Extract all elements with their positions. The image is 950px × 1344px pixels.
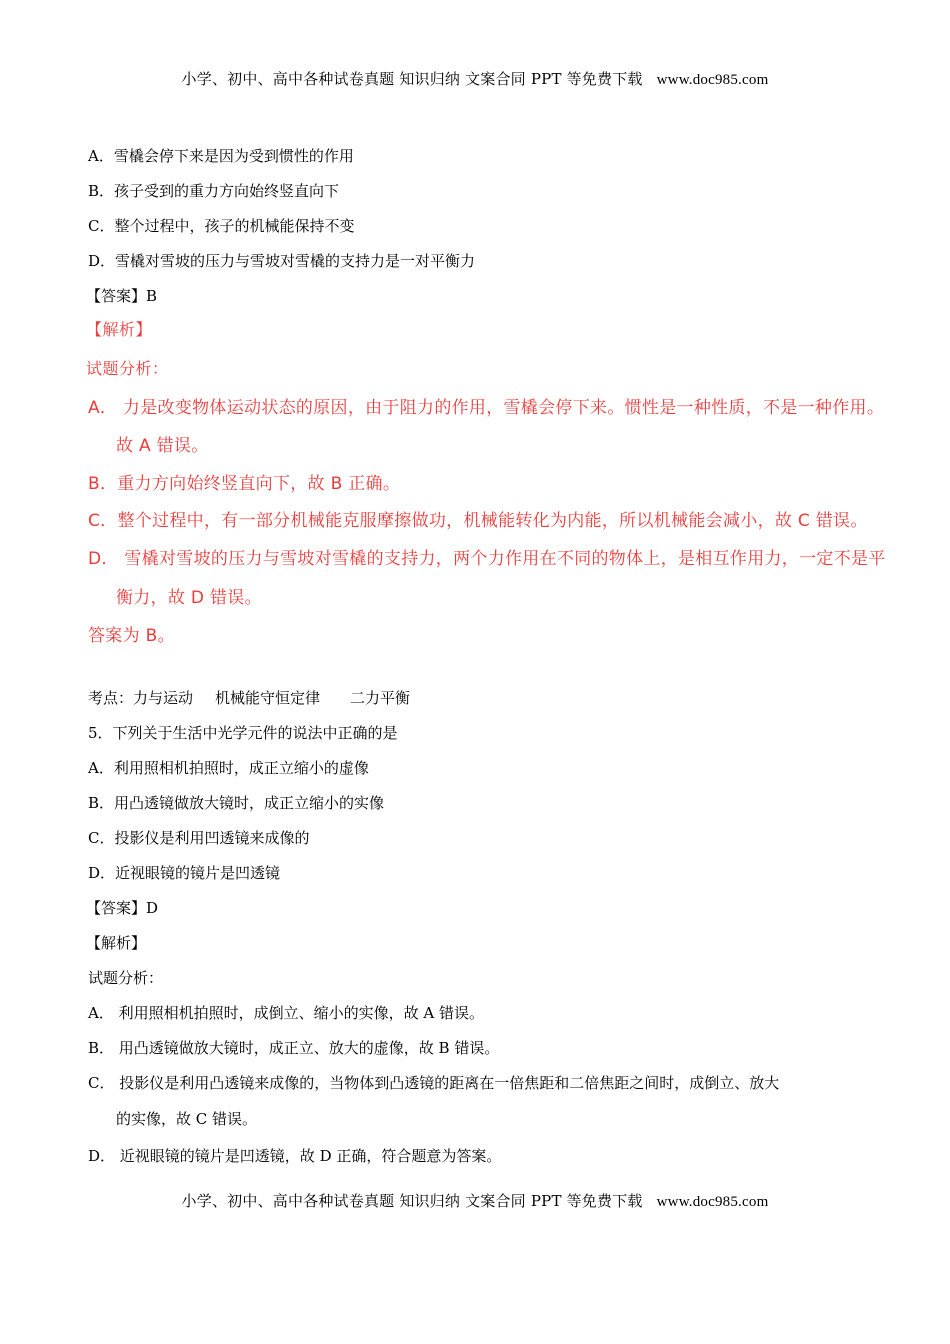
q4-analysis-c: C．整个过程中，有一部分机械能克服摩擦做功，机械能转化为内能，所以机械能会减小，故 C 错误。 xyxy=(88,511,868,531)
q4-analysis-d-line1: D． 雪橇对雪坡的压力与雪坡对雪橇的支持力，两个力作用在不同的物体上，是相互作用力，一定不是平 xyxy=(88,549,886,569)
q5-option-c: C．投影仪是利用凹透镜来成像的 xyxy=(88,829,310,847)
q4-analysis-b: B．重力方向始终竖直向下，故 B 正确。 xyxy=(88,474,401,494)
q4-answer: 【答案】B xyxy=(86,287,158,305)
page-footer xyxy=(0,1190,950,1211)
topic-item: 机械能守恒定律 xyxy=(215,689,321,707)
q5-analysis-label: 【解析】 xyxy=(86,934,147,952)
q5-analysis-intro: 试题分析： xyxy=(88,969,164,987)
q5-analysis-d: D． 近视眼镜的镜片是凹透镜，故 D 正确，符合题意为答案。 xyxy=(88,1147,502,1165)
topic-item: 力与运动 xyxy=(133,689,194,707)
q4-option-c: C．整个过程中，孩子的机械能保持不变 xyxy=(88,217,355,235)
q4-analysis-a-line2: 故 A 错误。 xyxy=(116,436,209,456)
q4-option-a: A．雪橇会停下来是因为受到惯性的作用 xyxy=(88,147,354,165)
q5-answer: 【答案】D xyxy=(86,899,159,917)
q5-option-b: B．用凸透镜做放大镜时，成正立缩小的实像 xyxy=(88,794,385,812)
footer-site-link[interactable]: www.doc985.com xyxy=(656,1194,769,1210)
q5-analysis-c-line1: C． 投影仪是利用凸透镜来成像的，当物体到凸透镜的距离在一倍焦距和二倍焦距之间时，成倒立、放大 xyxy=(88,1074,780,1092)
q4-topics xyxy=(88,687,410,709)
q5-analysis-c-line2: 的实像，故 C 错误。 xyxy=(116,1110,258,1128)
topics-label: 考点： xyxy=(88,689,134,707)
footer-text: 小学、初中、高中各种试卷真题 知识归纳 文案合同 PPT 等免费下载 xyxy=(181,1192,643,1210)
q5-analysis-a: A． 利用照相机拍照时，成倒立、缩小的实像，故 A 错误。 xyxy=(88,1004,484,1022)
q4-option-b: B．孩子受到的重力方向始终竖直向下 xyxy=(88,182,340,200)
page-header xyxy=(0,68,950,89)
q4-analysis-d-line2: 衡力，故 D 错误。 xyxy=(116,588,262,608)
q4-option-d: D．雪橇对雪坡的压力与雪坡对雪橇的支持力是一对平衡力 xyxy=(88,252,476,270)
q4-analysis-conclusion: 答案为 B。 xyxy=(88,626,175,646)
topic-item: 二力平衡 xyxy=(350,689,411,707)
header-site-link[interactable]: www.doc985.com xyxy=(656,72,769,88)
q4-analysis-intro: 试题分析： xyxy=(86,359,169,378)
q5-analysis-b: B． 用凸透镜做放大镜时，成正立、放大的虚像，故 B 错误。 xyxy=(88,1039,500,1057)
q4-analysis-label: 【解析】 xyxy=(86,320,153,339)
q5-option-d: D．近视眼镜的镜片是凹透镜 xyxy=(88,864,281,882)
q5-option-a: A．利用照相机拍照时，成正立缩小的虚像 xyxy=(88,759,369,777)
q5-stem: 5．下列关于生活中光学元件的说法中正确的是 xyxy=(88,724,398,742)
q4-analysis-a-line1: A． 力是改变物体运动状态的原因，由于阻力的作用，雪橇会停下来。惯性是一种性质，不是一种作用。 xyxy=(88,398,885,418)
header-text: 小学、初中、高中各种试卷真题 知识归纳 文案合同 PPT 等免费下载 xyxy=(181,70,643,88)
